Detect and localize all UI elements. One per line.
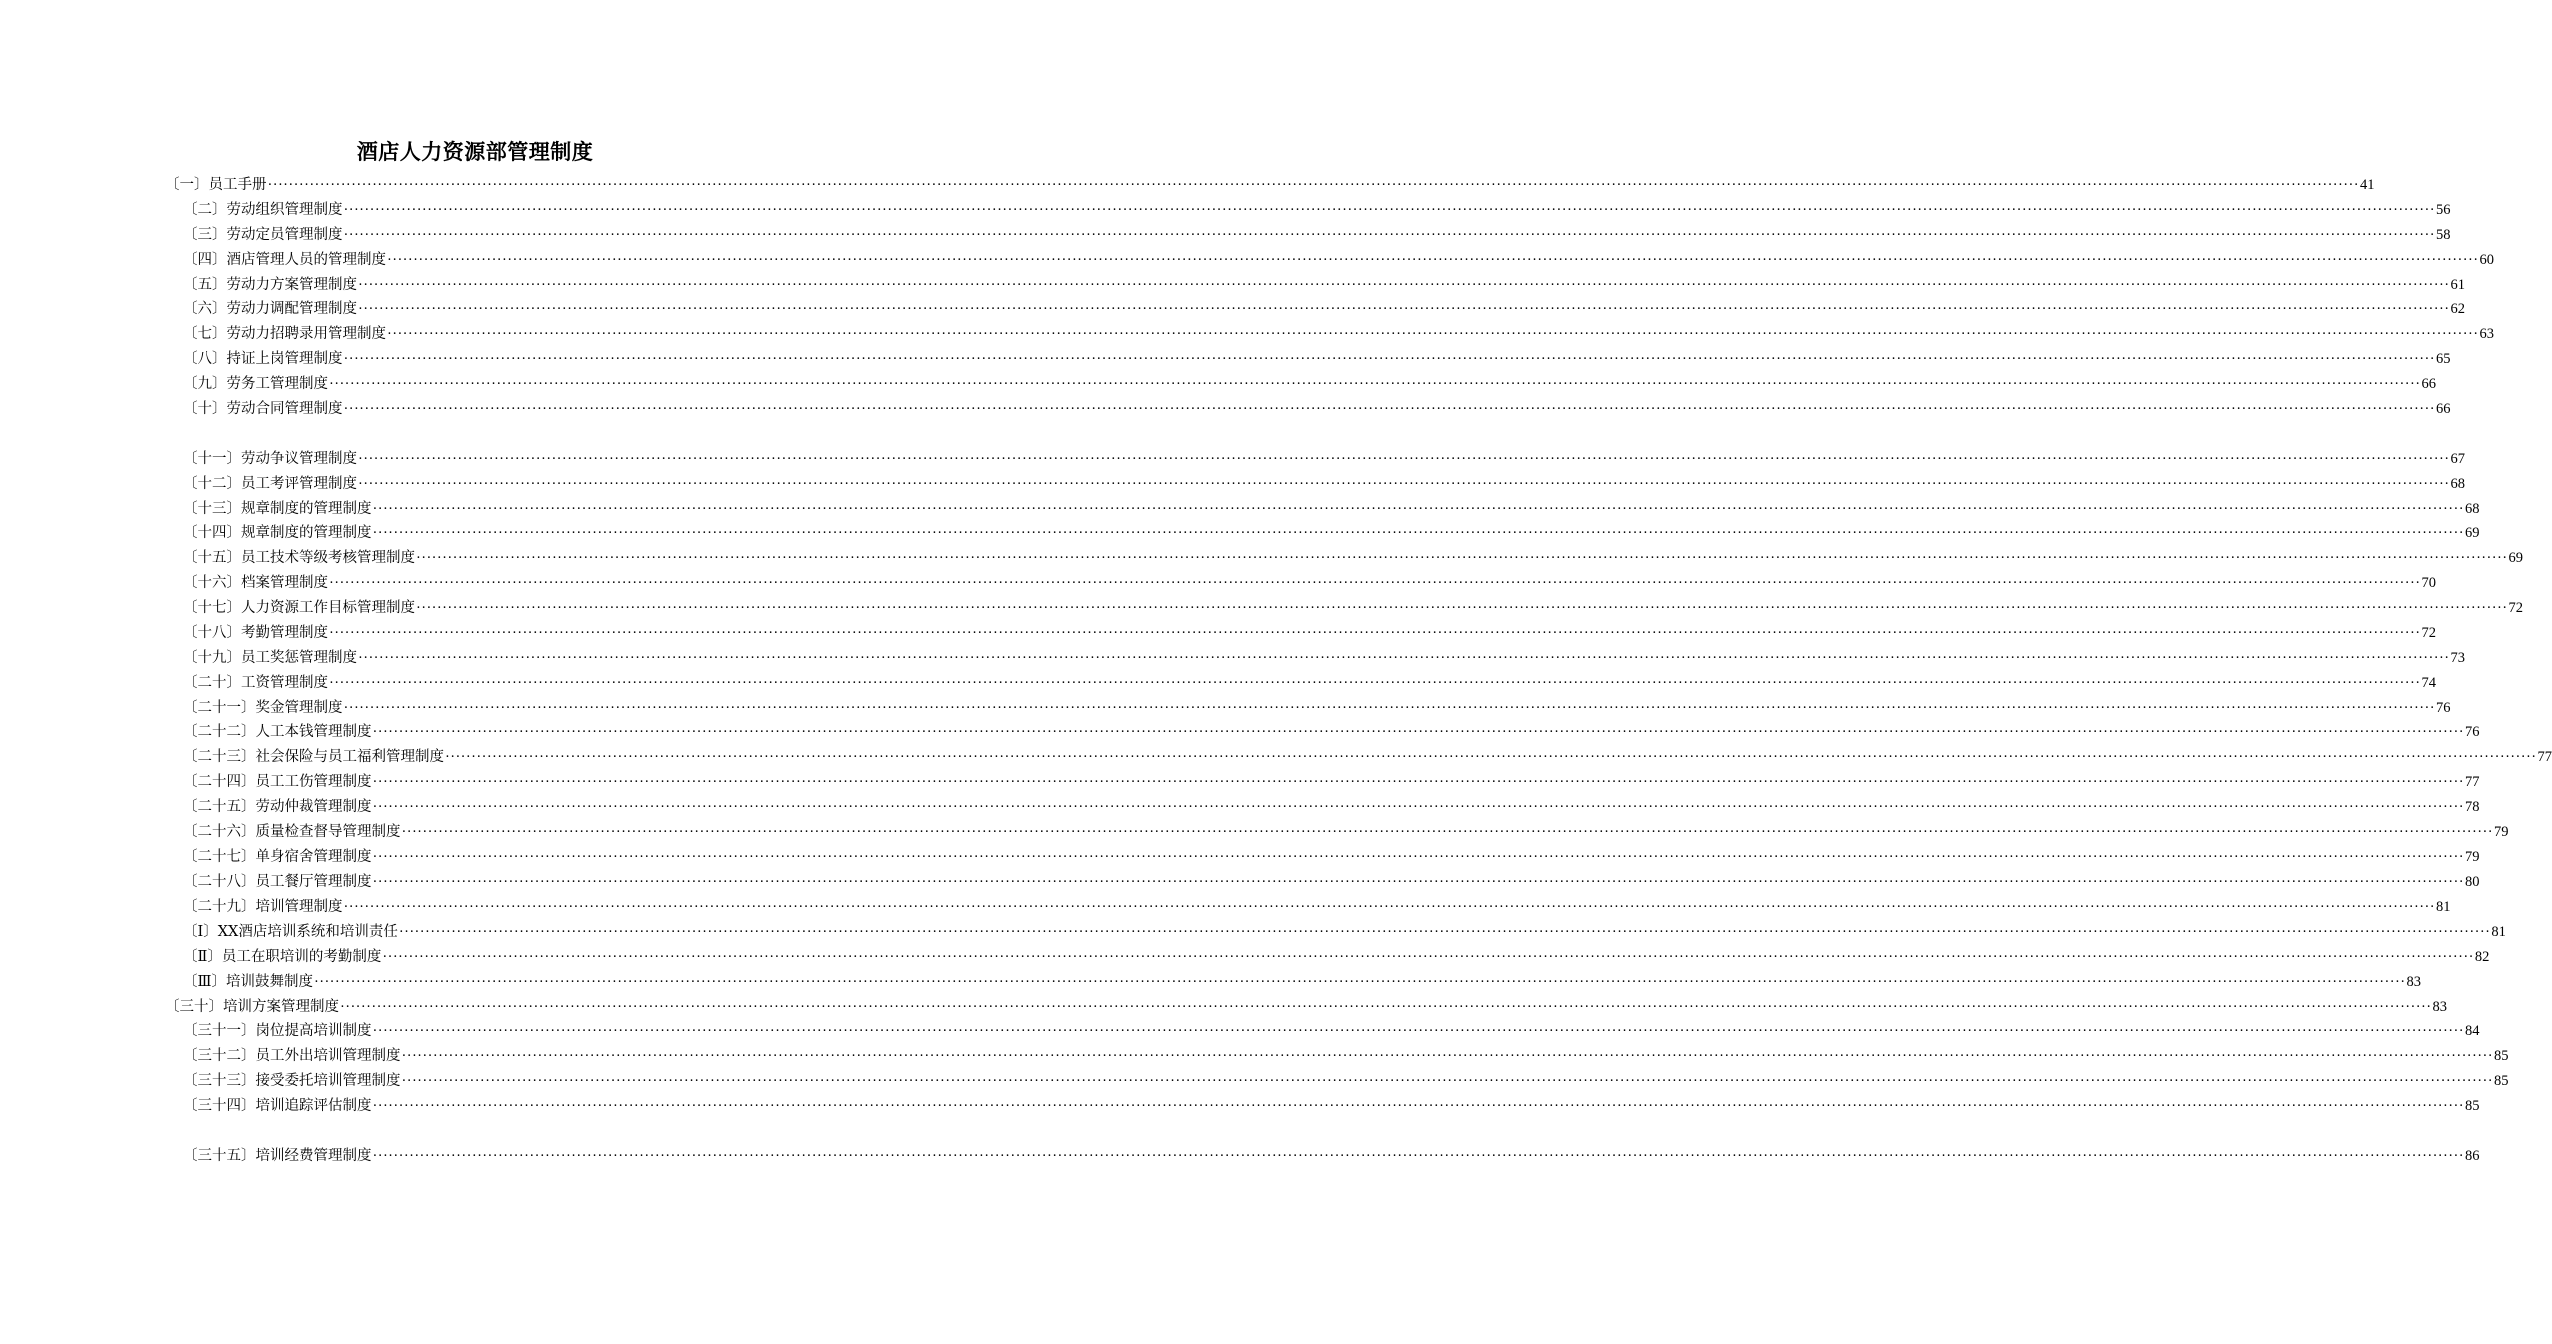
toc-entry (183, 571, 2436, 593)
toc-leader-dots: ················································································································································································································································································································································································································ (343, 401, 2435, 417)
toc-entry-label: 〔十八〕考勤管理制度 (183, 625, 328, 641)
toc-entry-label: 〔三十一〕岗位提高培训制度 (183, 1023, 372, 1039)
page-title: 酒店人力资源部管理制度 (356, 139, 594, 164)
toc-entry-page: 72 (2421, 625, 2436, 641)
toc-entry-page: 83 (2432, 999, 2447, 1015)
toc-leader-dots: ················································································································································································································································································································································································································ (372, 1098, 2464, 1114)
toc-leader-dots: ················································································································································································································································································································································································································ (401, 1048, 2493, 1064)
toc-entry-page: 68 (2450, 476, 2465, 492)
toc-entry (183, 696, 2451, 718)
toc-entry (183, 198, 2451, 220)
toc-leader-dots: ················································································································································································································································································································································································································ (343, 351, 2435, 367)
toc-entry-label: 〔三十三〕接受委托培训管理制度 (183, 1073, 401, 1089)
toc-entry-label: 〔二十三〕社会保险与员工福利管理制度 (183, 749, 444, 765)
toc-entry-label: 〔二十六〕质量检查督导管理制度 (183, 824, 401, 840)
toc-entry-page: 81 (2491, 924, 2506, 940)
toc-entry-page: 79 (2493, 824, 2509, 840)
toc-entry-label: 〔五〕劳动力方案管理制度 (183, 277, 357, 293)
toc-entry (183, 1069, 2509, 1091)
toc-leader-dots: ················································································································································································································································································································································································································ (267, 177, 2359, 193)
toc-entry-page: 78 (2464, 799, 2480, 815)
toc-entry-label: 〔二十一〕奖金管理制度 (183, 700, 343, 716)
toc-entry-label: 〔七〕劳动力招聘录用管理制度 (183, 326, 386, 342)
toc-entry (183, 920, 2506, 942)
toc-entry-label: 〔十二〕员工考评管理制度 (183, 476, 357, 492)
toc-leader-dots: ················································································································································································································································································································································································································ (398, 924, 2491, 940)
toc-entry-page: 76 (2435, 700, 2451, 716)
toc-entry-page: 72 (2508, 600, 2523, 616)
toc-leader-dots: ················································································································································································································································································································································································································ (343, 899, 2435, 915)
toc-entry-page: 74 (2421, 675, 2436, 691)
toc-entry-label: 〔三十〕培训方案管理制度 (165, 999, 339, 1015)
toc-entry (165, 995, 2447, 1017)
toc-entry (183, 1019, 2480, 1041)
toc-entry-label: 〔二十五〕劳动仲裁管理制度 (183, 799, 372, 815)
toc-entry (183, 720, 2480, 742)
toc-entry-page: 73 (2450, 650, 2465, 666)
toc-entry-page: 68 (2464, 501, 2480, 517)
toc-entry-label: 〔三十四〕培训追踪评估制度 (183, 1098, 372, 1114)
toc-leader-dots: ················································································································································································································································································································································································································ (416, 550, 2508, 566)
toc-leader-dots: ················································································································································································································································································································································································································ (445, 749, 2537, 765)
toc-leader-dots: ················································································································································································································································································································································································································ (343, 700, 2435, 716)
toc-leader-dots: ················································································································································································································································································································································································································ (343, 202, 2435, 218)
toc-leader-dots: ················································································································································································································································································································································································································ (343, 227, 2435, 243)
toc-entry-label: 〔十〕劳动合同管理制度 (183, 401, 343, 417)
toc-entry-label: 〔三十二〕员工外出培训管理制度 (183, 1048, 401, 1064)
toc-entry-page: 65 (2435, 351, 2451, 367)
toc-leader-dots: ················································································································································································································································································································································································································ (340, 999, 2432, 1015)
toc-leader-dots: ················································································································································································································································································································································································································ (372, 1023, 2464, 1039)
toc-entry (183, 970, 2421, 992)
toc-entry-page: 80 (2464, 874, 2480, 890)
toc-entry-page: 81 (2435, 899, 2451, 915)
toc-entry (183, 347, 2451, 369)
toc-leader-dots: ················································································································································································································································································································································································································ (401, 1073, 2493, 1089)
toc-entry (183, 621, 2436, 643)
toc-entry-label: 〔十四〕规章制度的管理制度 (183, 525, 372, 541)
toc-entry-label: 〔Ⅰ〕XX酒店培训系统和培训责任 (183, 924, 398, 940)
toc-entry (183, 322, 2494, 344)
toc-entry-page: 67 (2450, 451, 2465, 467)
toc-entry-page: 66 (2435, 401, 2451, 417)
toc-entry-label: 〔十五〕员工技术等级考核管理制度 (183, 550, 415, 566)
toc-entry (183, 671, 2436, 693)
toc-entry-label: 〔Ⅱ〕员工在职培训的考勤制度 (183, 949, 382, 965)
toc-leader-dots: ················································································································································································································································································································································································································ (358, 451, 2450, 467)
toc-entry-page: 61 (2450, 277, 2465, 293)
toc-entry (183, 223, 2451, 245)
toc-leader-dots: ················································································································································································································································································································································································································ (372, 724, 2464, 740)
toc-entry-label: 〔四〕酒店管理人员的管理制度 (183, 252, 386, 268)
toc-leader-dots: ················································································································································································································································································································································································································ (401, 824, 2493, 840)
toc-leader-dots: ················································································································································································································································································································································································································ (372, 849, 2464, 865)
toc-entry-page: 82 (2474, 949, 2490, 965)
toc-entry-label: 〔十一〕劳动争议管理制度 (183, 451, 357, 467)
toc-entry (183, 895, 2451, 917)
toc-entry-label: 〔二十八〕员工餐厅管理制度 (183, 874, 372, 890)
toc-entry-page: 66 (2421, 376, 2436, 392)
toc-entry-page: 69 (2508, 550, 2523, 566)
toc-entry (183, 273, 2465, 295)
toc-entry-page: 63 (2479, 326, 2494, 342)
toc-leader-dots: ················································································································································································································································································································································································································ (387, 252, 2479, 268)
toc-leader-dots: ················································································································································································································································································································································································································ (372, 1148, 2464, 1164)
toc-leader-dots: ················································································································································································································································································································································································································ (329, 575, 2421, 591)
toc-leader-dots: ················································································································································································································································································································································································································ (358, 301, 2450, 317)
toc-entry (183, 596, 2523, 618)
toc-entry (183, 745, 2552, 767)
toc-entry-page: 86 (2464, 1148, 2480, 1164)
toc-entry-label: 〔十六〕档案管理制度 (183, 575, 328, 591)
toc-entry-page: 85 (2493, 1073, 2509, 1089)
toc-entry (183, 397, 2451, 419)
toc-entry (183, 845, 2480, 867)
toc-entry (183, 770, 2480, 792)
toc-entry (183, 1144, 2480, 1166)
toc-entry (183, 297, 2465, 319)
toc-entry-page: 83 (2406, 974, 2421, 990)
toc-entry (183, 870, 2480, 892)
toc-leader-dots: ················································································································································································································································································································································································································ (329, 675, 2421, 691)
toc-entry (183, 372, 2436, 394)
toc-entry-label: 〔三十五〕培训经费管理制度 (183, 1148, 372, 1164)
toc-leader-dots: ················································································································································································································································································································································································································ (329, 625, 2421, 641)
toc-entry-label: 〔六〕劳动力调配管理制度 (183, 301, 357, 317)
toc-leader-dots: ················································································································································································································································································································································································································ (313, 974, 2406, 990)
toc-entry-label: 〔二十七〕单身宿舍管理制度 (183, 849, 372, 865)
toc-leader-dots: ················································································································································································································································································································································································································ (329, 376, 2421, 392)
toc-entry-page: 79 (2464, 849, 2480, 865)
toc-entry-label: 〔二十九〕培训管理制度 (183, 899, 343, 915)
toc-entry-page: 58 (2435, 227, 2451, 243)
toc-entry-page: 84 (2464, 1023, 2480, 1039)
toc-entry-label: 〔二十二〕人工本钱管理制度 (183, 724, 372, 740)
toc-leader-dots: ················································································································································································································································································································································································································ (382, 949, 2474, 965)
toc-entry-label: 〔十九〕员工奖惩管理制度 (183, 650, 357, 666)
toc-entry-label: 〔三〕劳动定员管理制度 (183, 227, 343, 243)
toc-leader-dots: ················································································································································································································································································································································································································ (416, 600, 2508, 616)
toc-entry-label: 〔十三〕规章制度的管理制度 (183, 501, 372, 517)
toc-entry-page: 62 (2450, 301, 2465, 317)
toc-leader-dots: ················································································································································································································································································································································································································ (372, 525, 2464, 541)
toc-entry (183, 1094, 2480, 1116)
toc-entry (183, 945, 2490, 967)
toc-entry-page: 77 (2537, 749, 2552, 765)
toc-leader-dots: ················································································································································································································································································································································································································ (387, 326, 2479, 342)
toc-entry (183, 497, 2480, 519)
toc-entry-page: 85 (2464, 1098, 2480, 1114)
toc-leader-dots: ················································································································································································································································································································································································································ (372, 774, 2464, 790)
toc-entry (165, 173, 2375, 195)
toc-leader-dots: ················································································································································································································································································································································································································ (372, 501, 2464, 517)
toc-entry (183, 472, 2465, 494)
toc-leader-dots: ················································································································································································································································································································································································································ (358, 650, 2450, 666)
toc-entry (183, 820, 2509, 842)
toc-leader-dots: ················································································································································································································································································································································································································ (358, 277, 2450, 293)
toc-entry (183, 546, 2523, 568)
toc-entry-page: 76 (2464, 724, 2480, 740)
toc-entry-label: 〔二〕劳动组织管理制度 (183, 202, 343, 218)
toc-leader-dots: ················································································································································································································································································································································································································ (372, 799, 2464, 815)
toc-leader-dots: ················································································································································································································································································································································································································ (358, 476, 2450, 492)
toc-entry-label: 〔二十四〕员工工伤管理制度 (183, 774, 372, 790)
toc-leader-dots: ················································································································································································································································································································································································································ (372, 874, 2464, 890)
toc-entry (183, 521, 2480, 543)
toc-entry-label: 〔八〕持证上岗管理制度 (183, 351, 343, 367)
toc-entry (183, 248, 2494, 270)
toc-entry-page: 60 (2479, 252, 2494, 268)
toc-entry-label: 〔一〕员工手册 (165, 177, 267, 193)
toc-entry-page: 41 (2359, 177, 2375, 193)
toc-entry (183, 1044, 2509, 1066)
toc-entry (183, 447, 2465, 469)
toc-entry (183, 795, 2480, 817)
toc-entry-label: 〔十七〕人力资源工作目标管理制度 (183, 600, 415, 616)
toc-entry-label: 〔二十〕工资管理制度 (183, 675, 328, 691)
toc-entry-page: 85 (2493, 1048, 2509, 1064)
toc-entry-page: 70 (2421, 575, 2436, 591)
toc-entry-page: 69 (2464, 525, 2480, 541)
toc-entry-label: 〔Ⅲ〕培训鼓舞制度 (183, 974, 313, 990)
toc-entry-page: 56 (2435, 202, 2451, 218)
toc-entry-page: 77 (2464, 774, 2480, 790)
toc-entry-label: 〔九〕劳务工管理制度 (183, 376, 328, 392)
toc-entry (183, 646, 2465, 668)
